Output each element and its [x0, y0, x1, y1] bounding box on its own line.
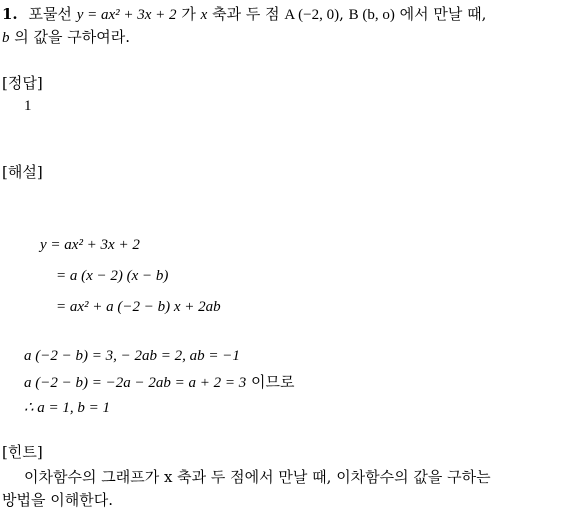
- problem-line-2: [2, 27, 130, 48]
- solution-condition-1: a (−2 − b) = 3, − 2ab = 2, ab = −1: [24, 348, 240, 364]
- problem-text-pre: 포물선: [28, 5, 72, 23]
- solution-eq-3-text: = ax² + a (−2 − b) x + 2ab: [56, 299, 221, 315]
- problem-line-1: 1. 포물선 y = ax² + 3x + 2 가 x 축과 두 점 A (−2, 0), B (b, o) 에서 만날 때,: [2, 5, 487, 23]
- solution-result: ∴ a = 1, b = 1: [24, 400, 111, 416]
- problem-text-mid2: 축과 두 점: [212, 5, 280, 23]
- hint-line-1: 이차함수의 그래프가 x 축과 두 점에서 만날 때, 이차함수의 값을 구하는: [24, 468, 491, 486]
- solution-eq-2-text: = a (x − 2) (x − b): [56, 268, 169, 284]
- problem-x-var: x: [200, 7, 208, 23]
- solution-eq-1-text: y = ax² + 3x + 2: [40, 237, 140, 253]
- problem-equation: y = ax² + 3x + 2: [76, 7, 177, 23]
- answer-heading: [정답]: [2, 74, 43, 92]
- hint-line-2: 방법을 이해한다.: [2, 491, 113, 509]
- solution-condition-2-suffix: 이므로: [251, 373, 295, 391]
- answer-value: 1: [24, 98, 32, 114]
- point-b: B (b, o): [348, 7, 395, 23]
- solution-heading: [해설]: [2, 163, 43, 181]
- solution-eq-2: [56, 266, 168, 286]
- problem-text-line2: 의 값을 구하여라.: [14, 28, 131, 46]
- hint-heading: [힌트]: [2, 443, 43, 461]
- solution-eq-1: [40, 235, 140, 255]
- problem-text-mid: 가: [181, 5, 196, 23]
- point-a: A (−2, 0): [284, 7, 340, 23]
- solution-condition-2: [24, 372, 294, 393]
- problem-text-post: 에서 만날 때,: [399, 5, 487, 23]
- problem-b-var: b: [2, 30, 10, 46]
- problem-number: 1.: [2, 5, 18, 23]
- solution-eq-3: [56, 297, 221, 317]
- solution-condition-2-eq: a (−2 − b) = −2a − 2ab = a + 2 = 3: [24, 375, 247, 391]
